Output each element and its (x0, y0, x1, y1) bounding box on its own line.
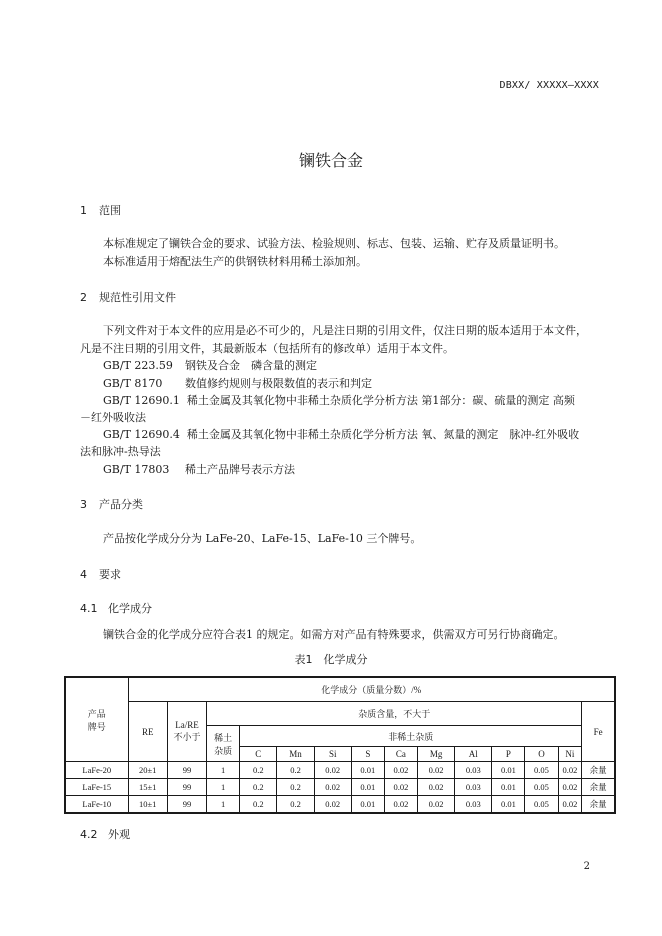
element-header: O (525, 747, 558, 762)
element-header: C (240, 747, 277, 762)
reference-title: 稀土产品牌号表示方法 (185, 463, 295, 476)
value-cell: 0.02 (314, 779, 351, 796)
element-header: Ca (384, 747, 417, 762)
reference-code: GB/T 17803 (103, 463, 170, 476)
col-header-fe: Fe (582, 702, 615, 762)
section-title: 产品分类 (99, 498, 143, 511)
value-cell: 0.01 (351, 779, 384, 796)
value-cell: 0.02 (314, 762, 351, 779)
section-title: 外观 (108, 828, 130, 841)
section-3-heading (80, 496, 143, 512)
reference-item (103, 426, 579, 442)
value-cell: 0.03 (455, 796, 492, 814)
paragraph: 本标准适用于熔配法生产的供钢铁材料用稀土添加剂。 (103, 255, 367, 268)
section-number: 1 (80, 204, 87, 217)
value-cell: 0.2 (240, 762, 277, 779)
value-cell: 0.05 (525, 779, 558, 796)
reference-continuation: 法和脉冲-热导法 (80, 445, 161, 458)
re-cell: 15±1 (128, 779, 167, 796)
section-4-heading (80, 566, 121, 582)
fe-cell: 余量 (582, 796, 615, 814)
value-cell: 0.02 (417, 762, 454, 779)
re-impurity-cell: 1 (207, 762, 240, 779)
value-cell: 0.05 (525, 762, 558, 779)
table-row (65, 762, 615, 779)
value-cell: 0.02 (417, 796, 454, 814)
col-header-impurity: 杂质含量，不大于 (207, 702, 582, 726)
section-number: 4.2 (80, 828, 98, 841)
section-number: 3 (80, 498, 87, 511)
value-cell: 0.01 (492, 762, 525, 779)
paragraph: 本标准规定了镧铁合金的要求、试验方法、检验规则、标志、包装、运输、贮存及质量证明书。 (103, 237, 565, 250)
value-cell: 0.2 (277, 762, 314, 779)
fe-cell: 余量 (582, 762, 615, 779)
value-cell: 0.02 (558, 779, 582, 796)
reference-title: 钢铁及合金 磷含量的测定 (185, 359, 317, 372)
value-cell: 0.03 (455, 762, 492, 779)
element-header: Mn (277, 747, 314, 762)
value-cell: 0.02 (314, 796, 351, 814)
element-header: P (492, 747, 525, 762)
section-title: 规范性引用文件 (99, 291, 176, 304)
fe-cell: 余量 (582, 779, 615, 796)
value-cell: 0.05 (525, 796, 558, 814)
re-cell: 20±1 (128, 762, 167, 779)
table-row (65, 796, 615, 814)
section-4-2-heading (80, 826, 130, 842)
col-header-re-impurity: 稀土 杂质 (207, 726, 240, 762)
value-cell: 0.01 (351, 796, 384, 814)
page-title: 镧铁合金 (298, 151, 363, 170)
value-cell: 0.02 (384, 779, 417, 796)
paragraph: 镧铁合金的化学成分应符合表1 的规定。如需方对产品有特殊要求，供需双方可另行协商确定。 (103, 628, 565, 641)
la-re-cell: 99 (167, 796, 206, 814)
value-cell: 0.01 (492, 796, 525, 814)
la-re-cell: 99 (167, 762, 206, 779)
value-cell: 0.01 (351, 762, 384, 779)
col-header-re: RE (128, 702, 167, 762)
reference-code: GB/T 12690.4 (103, 428, 180, 441)
element-header: Al (455, 747, 492, 762)
element-header: S (351, 747, 384, 762)
value-cell: 0.02 (558, 796, 582, 814)
value-cell: 0.2 (277, 796, 314, 814)
section-2-heading (80, 289, 176, 305)
value-cell: 0.03 (455, 779, 492, 796)
reference-code: GB/T 8170 (103, 377, 163, 390)
value-cell: 0.2 (240, 779, 277, 796)
document-number: DBXX/ XXXXX—XXXX (499, 80, 599, 91)
value-cell: 0.2 (240, 796, 277, 814)
col-header-grade: 产品 牌号 (65, 677, 128, 762)
col-header-non-re: 非稀土杂质 (240, 726, 582, 747)
element-header: Mg (417, 747, 454, 762)
re-impurity-cell: 1 (207, 779, 240, 796)
page-number: 2 (583, 861, 590, 872)
value-cell: 0.2 (277, 779, 314, 796)
value-cell: 0.02 (417, 779, 454, 796)
table-row (65, 779, 615, 796)
paragraph-continuation: 凡是不注日期的引用文件，其最新版本（包括所有的修改单）适用于本文件。 (80, 342, 454, 355)
re-impurity-cell: 1 (207, 796, 240, 814)
reference-title: 稀土金属及其氧化物中非稀土杂质化学分析方法 第1部分：碳、硫量的测定 高频 (186, 394, 575, 407)
la-re-cell: 99 (167, 779, 206, 796)
reference-continuation: －红外吸收法 (80, 411, 146, 424)
re-cell: 10±1 (128, 796, 167, 814)
section-title: 要求 (99, 568, 121, 581)
reference-item (103, 392, 575, 408)
section-title: 范围 (99, 204, 121, 217)
section-number: 2 (80, 291, 87, 304)
section-number: 4.1 (80, 602, 98, 615)
col-header-main: 化学成分（质量分数）/% (128, 677, 615, 702)
reference-item (103, 357, 317, 373)
chemical-composition-table (64, 676, 616, 814)
reference-item (103, 461, 295, 477)
section-title: 化学成分 (108, 602, 152, 615)
value-cell: 0.01 (492, 779, 525, 796)
element-header: Ni (558, 747, 582, 762)
paragraph: 产品按化学成分分为 LaFe-20、LaFe-15、LaFe-10 三个牌号。 (103, 532, 422, 545)
section-number: 4 (80, 568, 87, 581)
value-cell: 0.02 (384, 762, 417, 779)
section-1-heading (80, 202, 121, 218)
col-header-la-re: La/RE 不小于 (167, 702, 206, 762)
reference-code: GB/T 12690.1 (103, 394, 180, 407)
reference-item (103, 375, 372, 391)
reference-code: GB/T 223.59 (103, 359, 173, 372)
section-4-1-heading (80, 600, 152, 616)
grade-cell: LaFe-15 (65, 779, 128, 796)
grade-cell: LaFe-20 (65, 762, 128, 779)
element-header: Si (314, 747, 351, 762)
reference-title: 稀土金属及其氧化物中非稀土杂质化学分析方法 氧、氮量的测定 脉冲-红外吸收 (186, 428, 580, 441)
grade-cell: LaFe-10 (65, 796, 128, 814)
paragraph: 下列文件对于本文件的应用是必不可少的，凡是注日期的引用文件，仅注日期的版本适用于本文件， (103, 324, 587, 337)
reference-title: 数值修约规则与极限数值的表示和判定 (185, 377, 372, 390)
value-cell: 0.02 (558, 762, 582, 779)
value-cell: 0.02 (384, 796, 417, 814)
table-caption: 表1 化学成分 (294, 653, 368, 666)
